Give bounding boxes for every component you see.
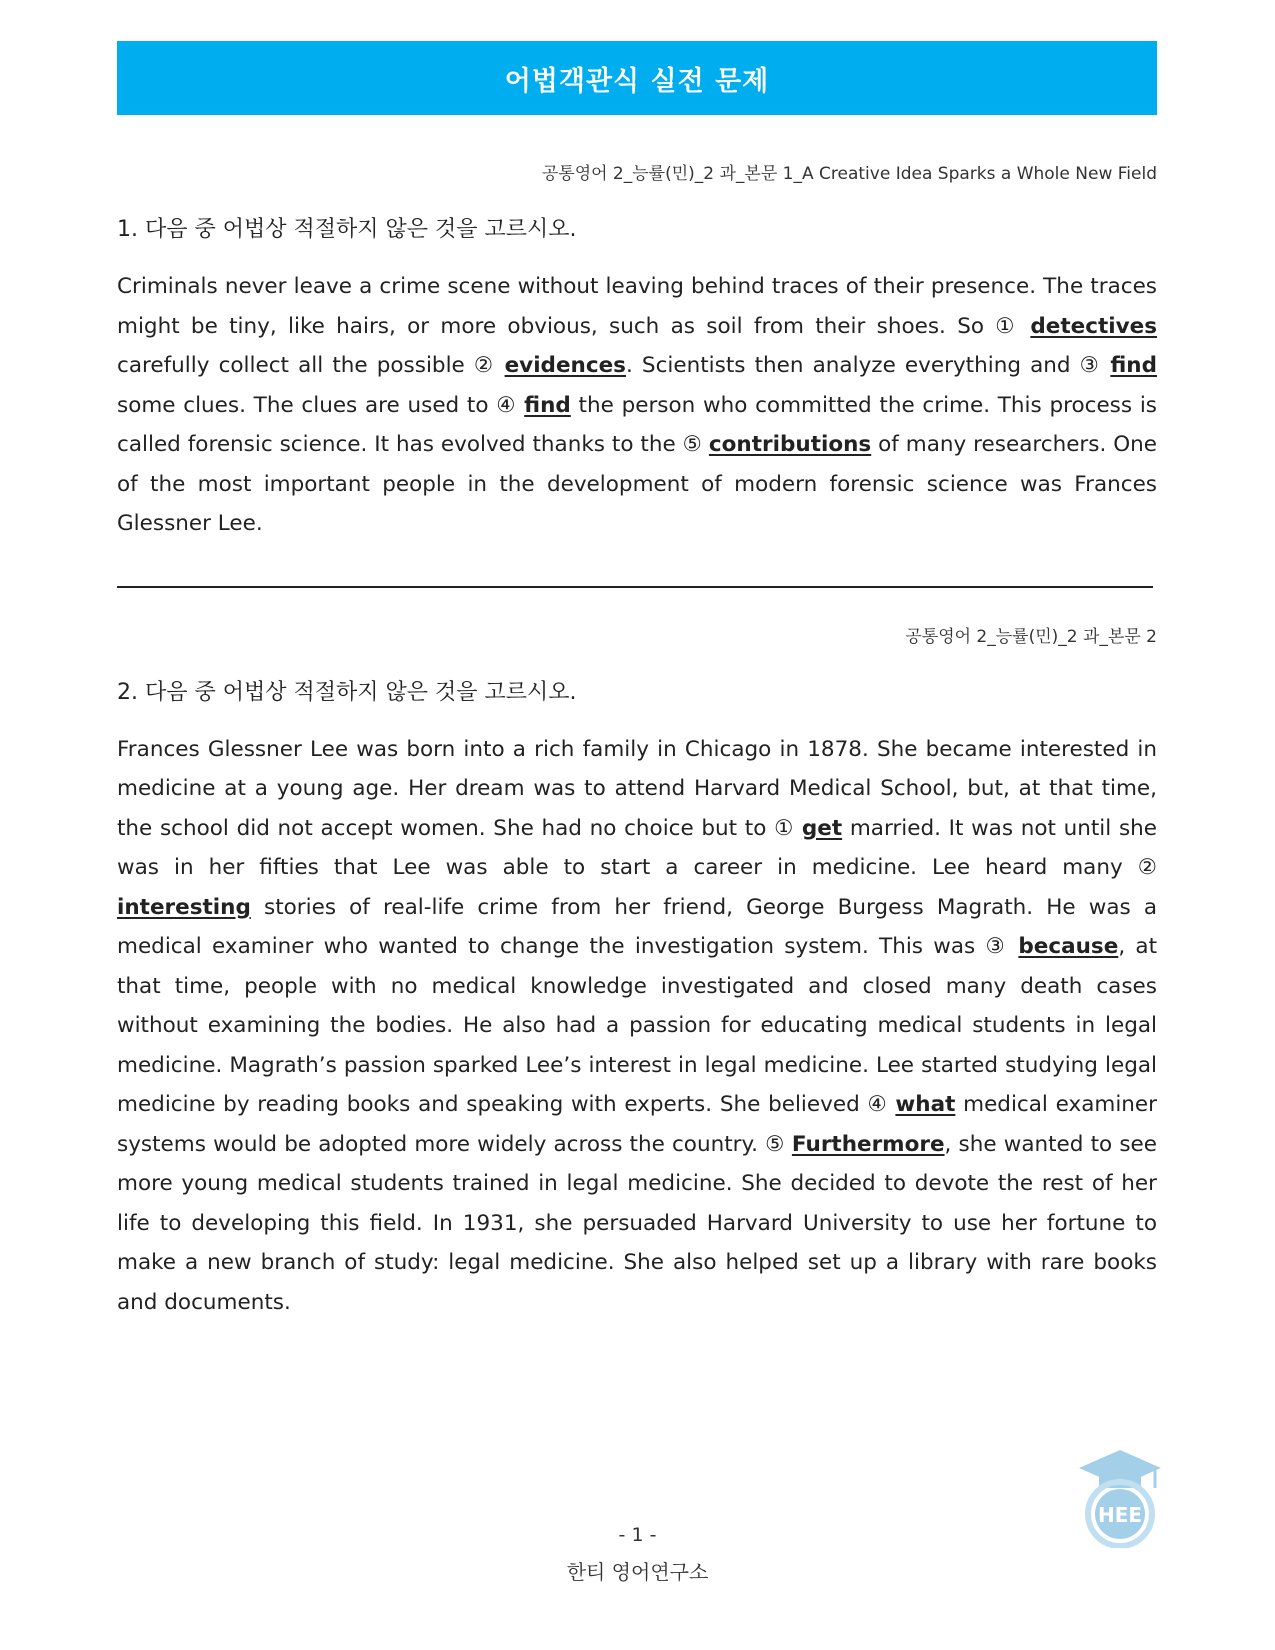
q1-underline-4: find: [524, 392, 571, 418]
q1-question: 1. 다음 중 어법상 적절하지 않은 것을 고르시오.: [117, 217, 577, 242]
q2-source: 공통영어 2_능률(민)_2 과_본문 2: [905, 626, 1157, 647]
q2-underline-2: interesting: [117, 894, 251, 920]
page-title: 어법객관식 실전 문제: [117, 41, 1157, 115]
q1-source: 공통영어 2_능률(민)_2 과_본문 1_A Creative Idea Sparks a Whole New Field: [541, 164, 1157, 184]
q2-text-1: Frances Glessner Lee was born into a rich family in Chicago in 1878. She became interested in medicine at a young age. Her dream was to attend Harvard Medical School, but, at that time, the school did not accept women. She had no choice but to ①: [117, 736, 1157, 841]
q2-underline-5: Furthermore: [791, 1131, 945, 1157]
q1-underline-5: contributions: [708, 432, 872, 457]
logo-text: HEE: [1097, 1503, 1143, 1527]
q2-text-5: medical examiner systems would be adopted more widely across the country. ⑤: [117, 1092, 1157, 1157]
q2-underline-4: what: [895, 1092, 956, 1117]
q2-question: 2. 다음 중 어법상 적절하지 않은 것을 고르시오.: [117, 679, 577, 705]
q2-text-6: , she wanted to see more young medical students trained in legal medicine. She decided to devote the rest of her life to developing this field. In 1931, she persuaded Harvard University to use her fortune to make a new branch of study: legal medicine. She also helped set up a library with rare books and documents.: [117, 1131, 1157, 1315]
q2-underline-1: get: [801, 815, 843, 841]
q1-underline-1: detectives: [1030, 313, 1157, 339]
q1-text-3: . Scientists then analyze everything and ③: [625, 353, 1111, 378]
q1-text-4: some clues. The clues are used to ④: [117, 392, 525, 418]
page-number: - 1 -: [618, 1524, 657, 1546]
q1-underline-2: evidences: [504, 353, 626, 378]
section-divider: [117, 586, 1153, 588]
q2-text-4: , at that time, people with no medical knowledge investigated and closed many death cases without examining the bodies. He also had a passion for educating medical students in legal medicine. Magrath’s passion sparked Lee’s interest in legal medicine. Lee started studying legal medicine by reading books and speaking with experts. She believed ④: [117, 934, 1157, 1117]
q1-passage: [117, 267, 1157, 544]
q2-text-3: stories of real-life crime from her friend, George Burgess Magrath. He was a medical examiner who wanted to change the investigation system. This was ③: [117, 894, 1157, 959]
q1-underline-3: find: [1110, 353, 1157, 378]
footer-organization: 한티 영어연구소: [566, 1560, 709, 1584]
q2-passage: [117, 730, 1157, 1323]
q2-underline-3: because: [1018, 934, 1119, 959]
q2-text-2: married. It was not until she was in her fifties that Lee was able to start a career in medicine. Lee heard many ②: [117, 815, 1157, 880]
q1-text-1: Criminals never leave a crime scene without leaving behind traces of their presence. The traces might be tiny, like hairs, or more obvious, such as soil from their shoes. So ①: [117, 274, 1157, 339]
q1-text-5: the person who committed the crime. This process is called forensic science. It has evolved thanks to the ⑤: [117, 392, 1157, 457]
q1-text-6: of many researchers. One of the most important people in the development of modern forensic science was Frances Glessner Lee.: [117, 432, 1157, 536]
page-content: [117, 41, 1157, 1322]
q1-text-2: carefully collect all the possible ②: [117, 353, 505, 378]
